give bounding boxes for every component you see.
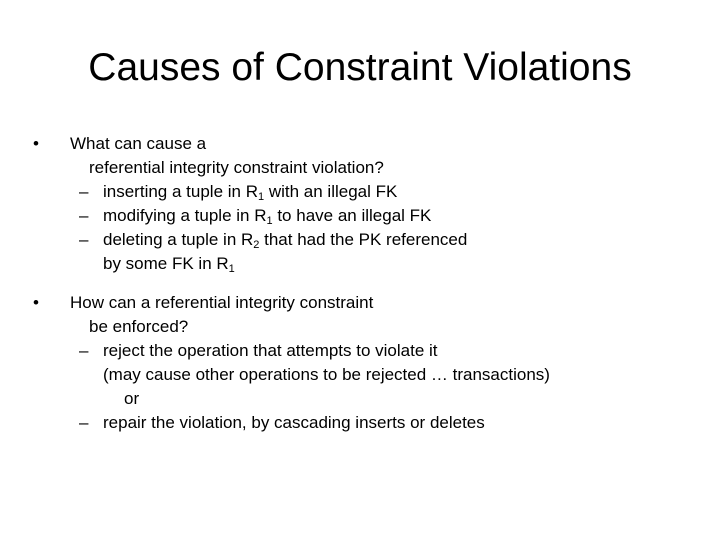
- sub-item-marker: –: [79, 230, 89, 249]
- sub-item-marker: –: [79, 206, 89, 225]
- sub-item-reject-or: or: [124, 389, 140, 408]
- sub-item-insert: inserting a tuple in $R_1$ with an illegal FK: [103, 182, 398, 203]
- bullet-marker: •: [33, 134, 39, 153]
- bullet-1-line-2: referential integrity constraint violation?: [89, 158, 384, 177]
- bullet-2-line-2: be enforced?: [89, 317, 189, 336]
- sub-item-reject-continued: (may cause other operations to be rejected … transactions): [103, 365, 550, 384]
- sub-item-marker: –: [79, 413, 89, 432]
- slide-title: Causes of Constraint Violations: [88, 46, 632, 89]
- sub-item-reject: reject the operation that attempts to violate it: [103, 341, 438, 360]
- sub-item-delete: deleting a tuple in $R_2$ that had the PK referenced: [103, 230, 468, 251]
- bullet-marker: •: [33, 293, 39, 312]
- sub-item-modify: modifying a tuple in $R_1$ to have an illegal FK: [103, 206, 432, 227]
- bullet-2-line-1: How can a referential integrity constraint: [70, 293, 374, 312]
- bullet-1-line-1: What can cause a: [70, 134, 207, 153]
- sub-item-marker: –: [79, 182, 89, 201]
- sub-item-marker: –: [79, 341, 89, 360]
- sub-item-repair: repair the violation, by cascading inserts or deletes: [103, 413, 485, 432]
- sub-item-delete-continued: by some FK in $R_1$: [103, 254, 235, 275]
